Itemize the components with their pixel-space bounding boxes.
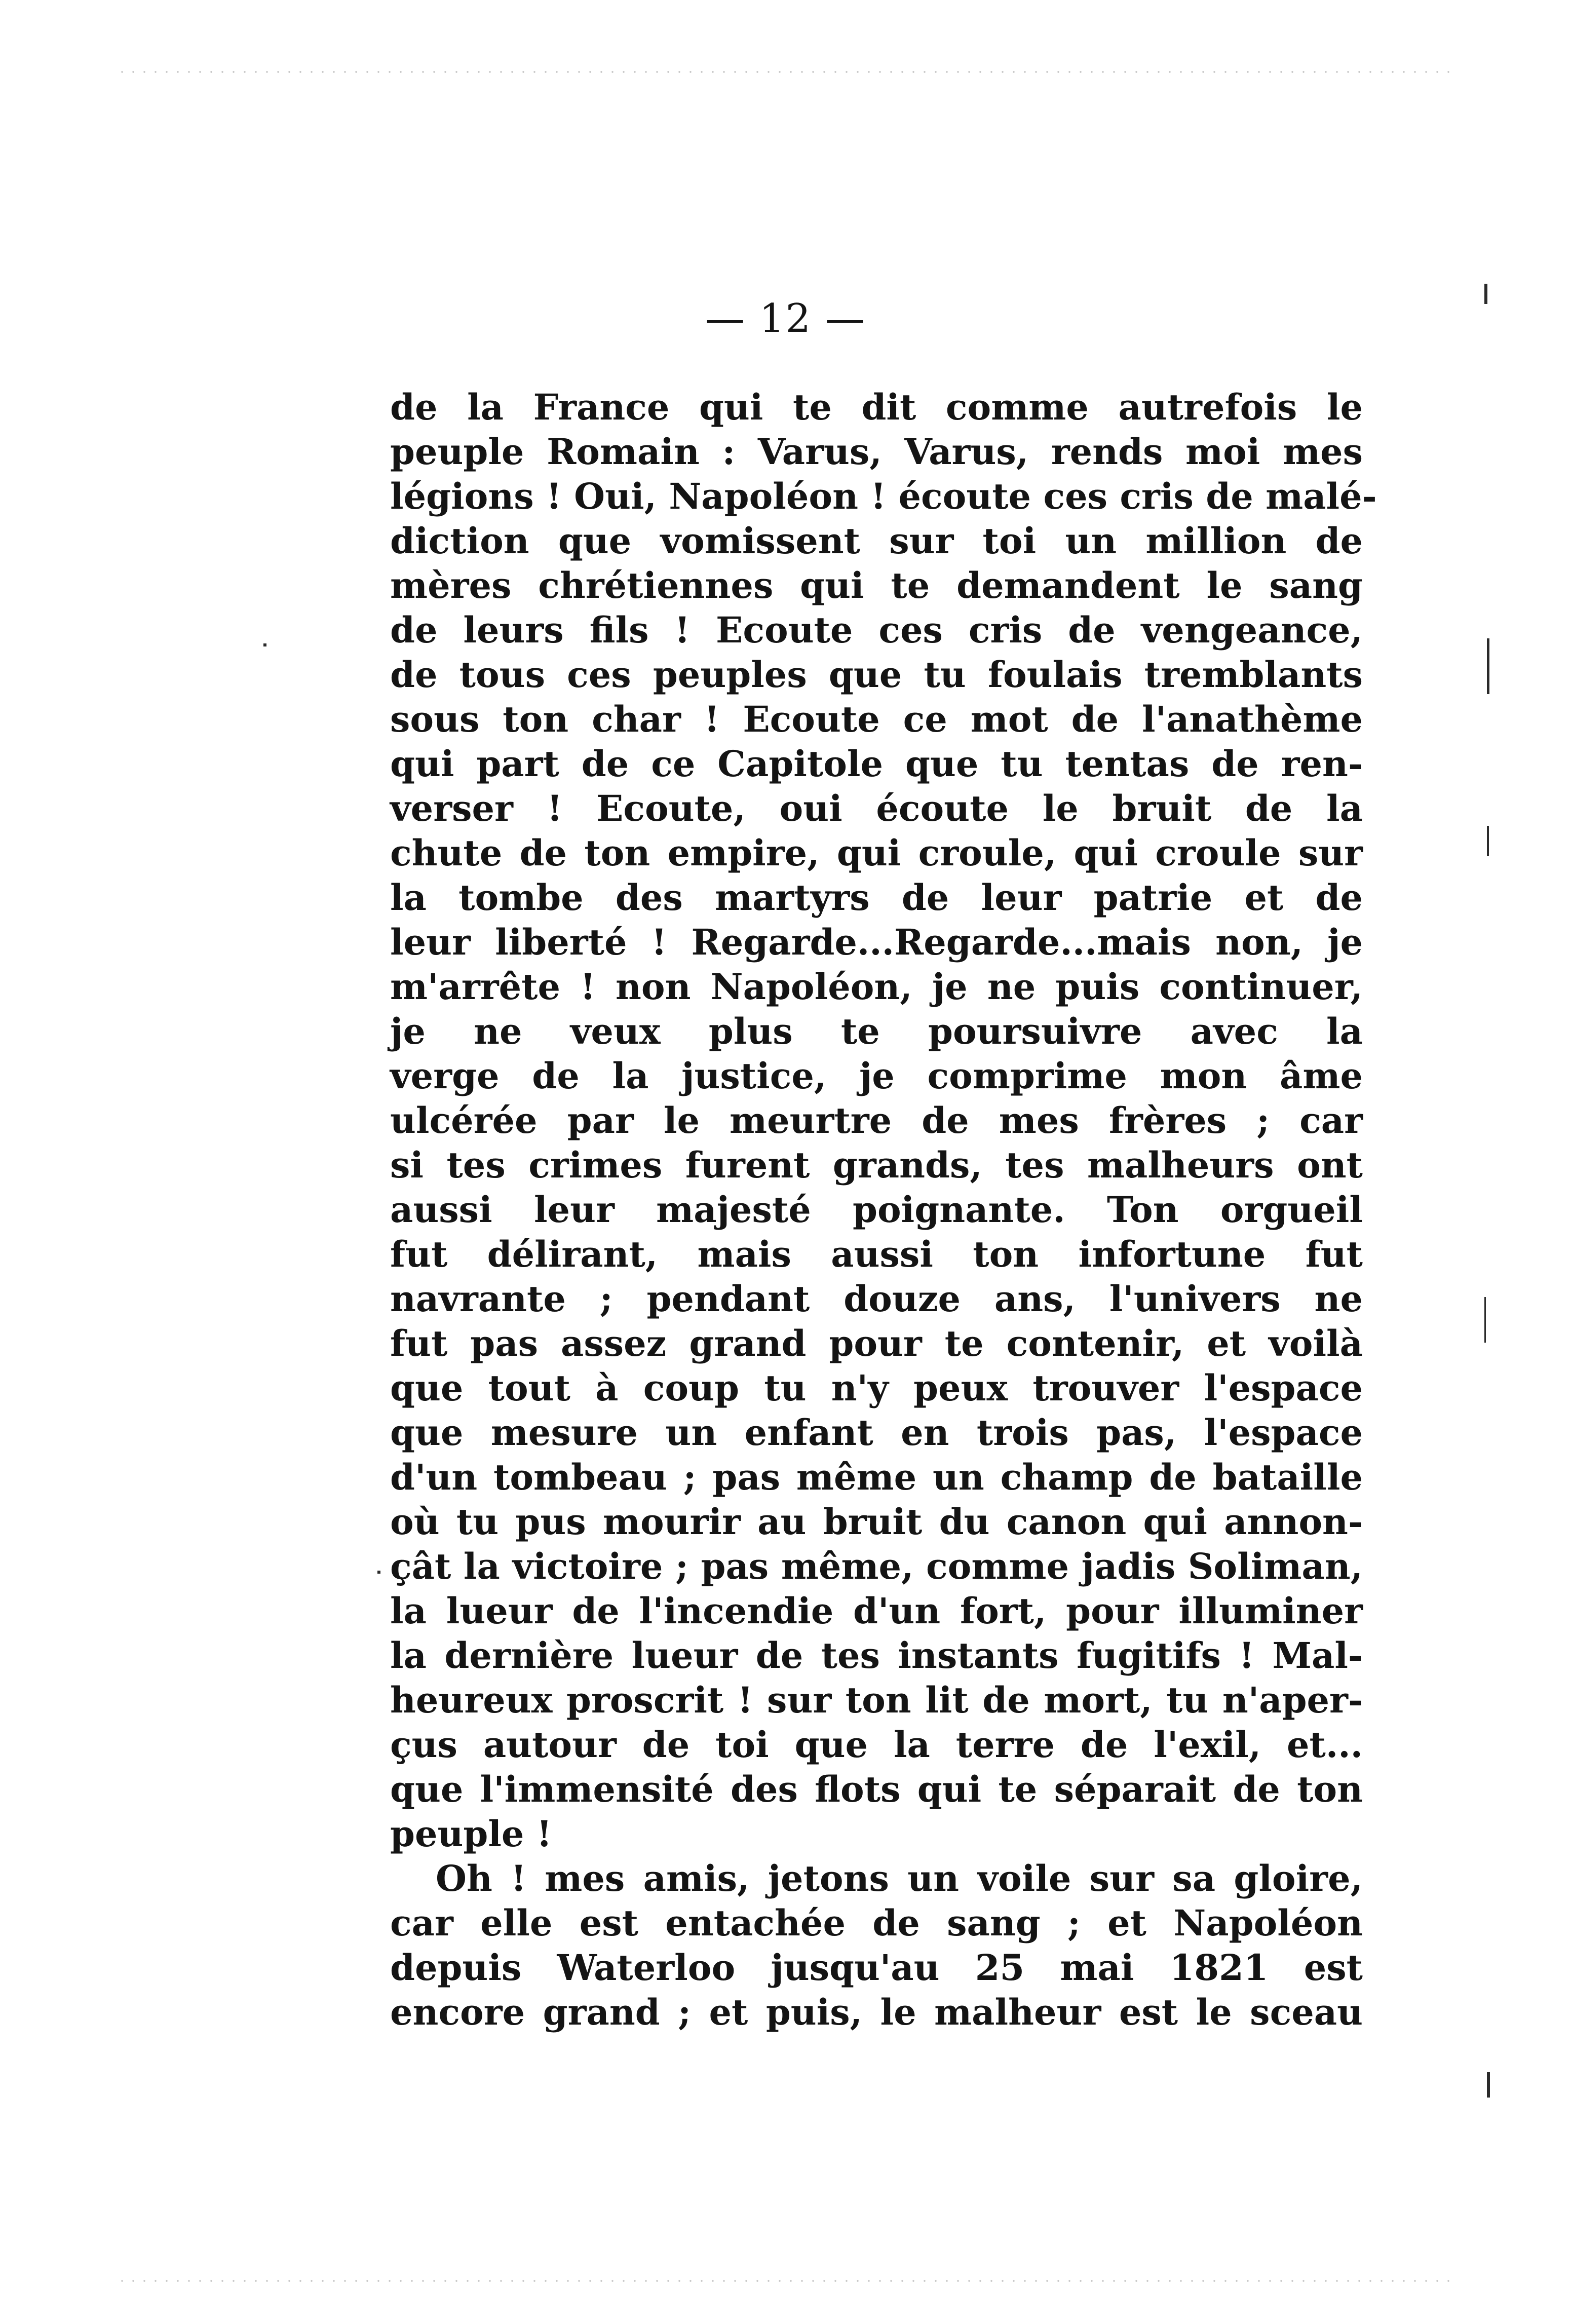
text-line: verge de la justice, je comprime mon âme <box>390 1055 1363 1097</box>
text-line: qui part de ce Capitole que tu tentas de ren- <box>390 743 1363 785</box>
text-line: çus autour de toi que la terre de l'exil, et... <box>390 1724 1363 1766</box>
text-line: mères chrétiennes qui te demandent le sang <box>390 564 1363 606</box>
text-line: si tes crimes furent grands, tes malheurs ont <box>390 1144 1363 1186</box>
text-line: aussi leur majesté poignante. Ton orgueil <box>390 1189 1363 1231</box>
scan-speck <box>1487 638 1489 694</box>
text-line: que tout à coup tu n'y peux trouver l'espace <box>390 1367 1363 1409</box>
text-line: la lueur de l'incendie d'un fort, pour illuminer <box>390 1590 1363 1632</box>
text-line: chute de ton empire, qui croule, qui croule sur <box>390 832 1363 874</box>
text-line: d'un tombeau ; pas même un champ de bataille <box>390 1456 1363 1498</box>
text-line: peuple ! <box>390 1813 552 1855</box>
text-line: heureux proscrit ! sur ton lit de mort, tu n'aper- <box>390 1679 1363 1721</box>
body-text <box>390 385 1377 2035</box>
scan-speck <box>1487 2072 1490 2098</box>
text-line: Oh ! mes amis, jetons un voile sur sa gloire, <box>436 1857 1363 1899</box>
text-line: peuple Romain : Varus, Varus, rends moi mes <box>390 431 1363 473</box>
scan-edge-bottom <box>117 2280 1454 2282</box>
text-line: que mesure un enfant en trois pas, l'espace <box>390 1412 1363 1454</box>
text-line: que l'immensité des flots qui te séparait de ton <box>390 1768 1363 1810</box>
text-line: m'arrête ! non Napoléon, je ne puis continuer, <box>390 966 1363 1008</box>
text-line: diction que vomissent sur toi un million de <box>390 520 1363 562</box>
text-line: çât la victoire ; pas même, comme jadis Soliman, <box>390 1545 1363 1587</box>
scan-speck <box>263 643 266 646</box>
scan-speck <box>1484 1297 1486 1343</box>
text-line: fut pas assez grand pour te contenir, et voilà <box>390 1322 1363 1364</box>
text-line: ulcérée par le meurtre de mes frères ; car <box>390 1099 1363 1141</box>
text-line: verser ! Ecoute, oui écoute le bruit de la <box>390 787 1363 829</box>
text-line: leur liberté ! Regarde...Regarde...mais non, je <box>390 921 1363 963</box>
text-line: de tous ces peuples que tu foulais tremblants <box>390 654 1363 696</box>
text-line: sous ton char ! Ecoute ce mot de l'anathème <box>390 698 1363 740</box>
text-line: la tombe des martyrs de leur patrie et de <box>390 877 1363 919</box>
scan-speck <box>1487 826 1489 856</box>
text-line: je ne veux plus te poursuivre avec la <box>390 1010 1363 1052</box>
text-line: légions ! Oui, Napoléon ! écoute ces cris de malé- <box>390 475 1377 517</box>
text-line: fut délirant, mais aussi ton infortune fut <box>390 1233 1363 1275</box>
text-line: navrante ; pendant douze ans, l'univers ne <box>390 1278 1363 1320</box>
text-line: encore grand ; et puis, le malheur est le sceau <box>390 1991 1363 2033</box>
text-line: depuis Waterloo jusqu'au 25 mai 1821 est <box>390 1947 1363 1989</box>
scan-speck <box>377 1571 380 1574</box>
text-line: où tu pus mourir au bruit du canon qui annon- <box>390 1501 1363 1543</box>
scan-edge-top <box>117 71 1454 73</box>
page-number: — 12 — <box>705 296 866 341</box>
text-line: de la France qui te dit comme autrefois le <box>390 386 1363 428</box>
text-line: car elle est entachée de sang ; et Napoléon <box>390 1902 1363 1944</box>
text-line: de leurs fils ! Ecoute ces cris de vengeance, <box>390 609 1363 651</box>
text-line: la dernière lueur de tes instants fugitifs ! Mal- <box>390 1634 1363 1677</box>
